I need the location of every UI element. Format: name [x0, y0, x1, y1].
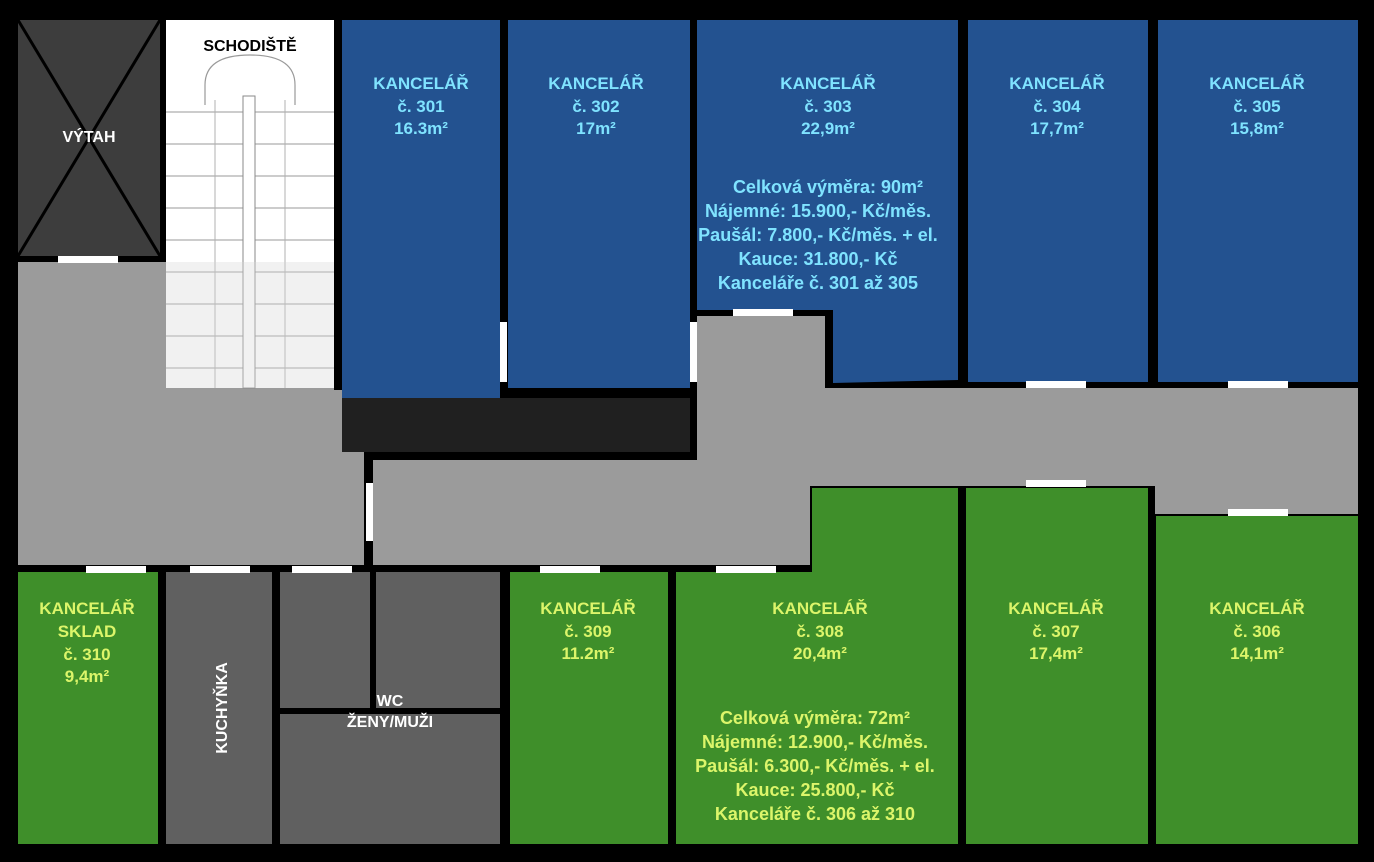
- summary-green-line4: Kauce: 25.800,- Kč: [735, 780, 895, 800]
- office-306: [1156, 516, 1358, 844]
- office-310-title: KANCELÁŘ: [39, 599, 135, 618]
- staircase: [166, 20, 334, 388]
- wc-cabin-2: [376, 572, 500, 708]
- summary-green-line5: Kanceláře č. 306 až 310: [714, 804, 916, 824]
- office-304-number: č. 304: [1033, 97, 1081, 116]
- summary-blue-line3: Paušál: 7.800,- Kč/měs. + el.: [698, 225, 938, 245]
- office-308-area: 20,4m²: [793, 644, 847, 663]
- summary-green-line2: Nájemné: 12.900,- Kč/měs.: [701, 732, 929, 752]
- office-305-area: 15,8m²: [1230, 119, 1284, 138]
- office-303-title: KANCELÁŘ: [780, 74, 876, 93]
- office-307-number: č. 307: [1032, 622, 1080, 641]
- office-301-number: č. 301: [397, 97, 445, 116]
- office-304-area: 17,7m²: [1030, 119, 1084, 138]
- office-305-number: č. 305: [1233, 97, 1281, 116]
- office-310-number: č. 310: [63, 645, 111, 664]
- office-309-title: KANCELÁŘ: [540, 599, 636, 618]
- summary-blue-line4: Kauce: 31.800,- Kč: [738, 249, 898, 269]
- wc-label-line2: ŽENY/MUŽI: [346, 714, 434, 731]
- wc-room: [280, 714, 500, 844]
- summary-blue-line2: Nájemné: 15.900,- Kč/měs.: [704, 201, 932, 221]
- office-302-number: č. 302: [572, 97, 620, 116]
- office-310-area: 9,4m²: [64, 667, 110, 686]
- office-307-title: KANCELÁŘ: [1008, 599, 1104, 618]
- office-302-title: KANCELÁŘ: [548, 74, 644, 93]
- office-304-title: KANCELÁŘ: [1009, 74, 1105, 93]
- office-301-area: 16.3m²: [394, 119, 448, 138]
- office-306-title: KANCELÁŘ: [1209, 599, 1305, 618]
- wc-label-line1: WC: [376, 693, 404, 710]
- office-305-title: KANCELÁŘ: [1209, 74, 1305, 93]
- summary-blue-line1: Celková výměra: 90m²: [732, 177, 924, 197]
- stairs-label: SCHODIŠTĚ: [203, 38, 297, 55]
- summary-green-line1: Celková výměra: 72m²: [719, 708, 911, 728]
- office-307-area: 17,4m²: [1029, 644, 1083, 663]
- office-309-number: č. 309: [564, 622, 612, 641]
- office-303-number: č. 303: [804, 97, 852, 116]
- office-308-title: KANCELÁŘ: [772, 599, 868, 618]
- office-310-subtitle: SKLAD: [57, 622, 117, 641]
- office-306-number: č. 306: [1233, 622, 1281, 641]
- office-307: [966, 488, 1148, 844]
- office-302-area: 17m²: [576, 119, 616, 138]
- office-308-number: č. 308: [796, 622, 844, 641]
- office-306-area: 14,1m²: [1230, 644, 1284, 663]
- summary-green-line3: Paušál: 6.300,- Kč/měs. + el.: [695, 756, 935, 776]
- lift-label: VÝTAH: [62, 129, 116, 146]
- office-303-area: 22,9m²: [801, 119, 855, 138]
- office-309-area: 11.2m²: [561, 644, 615, 663]
- wc-cabin-1: [280, 572, 370, 708]
- summary-blue-line5: Kanceláře č. 301 až 305: [717, 273, 919, 293]
- office-301-title: KANCELÁŘ: [373, 74, 469, 93]
- storage-strip: [342, 398, 690, 452]
- kitchen-label: KUCHYŇKA: [214, 662, 231, 754]
